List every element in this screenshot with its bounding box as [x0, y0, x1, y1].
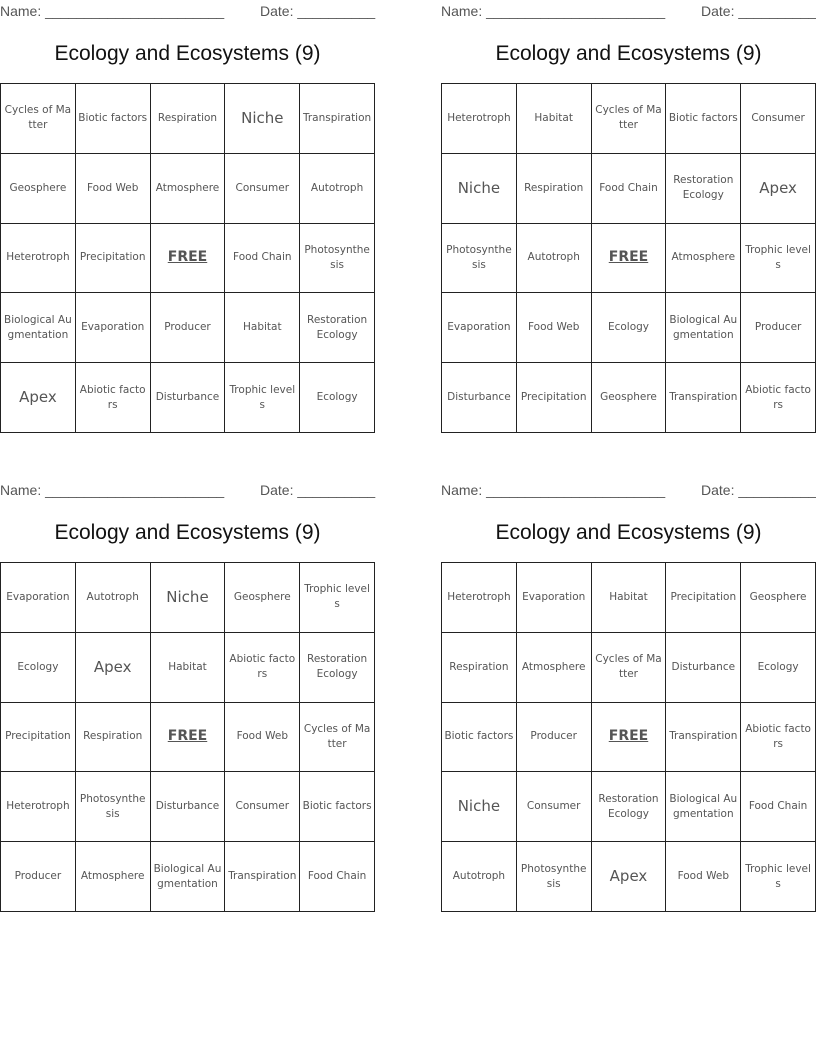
bingo-cell: Cycles of Matter — [1, 84, 76, 154]
card-title: Ecology and Ecosystems (9) — [54, 521, 321, 544]
name-line: Name: _______________________ — [441, 482, 666, 498]
bingo-cell: Biological Augmentation — [151, 842, 226, 912]
bingo-cell: Respiration — [76, 703, 151, 773]
bingo-cell: Food Web — [666, 842, 741, 912]
card-title: Ecology and Ecosystems (9) — [495, 42, 762, 65]
bingo-cell: Precipitation — [666, 563, 741, 633]
bingo-card — [441, 0, 816, 411]
bingo-cell: Evaporation — [1, 563, 76, 633]
bingo-cell: Ecology — [300, 363, 375, 433]
bingo-cell: Food Web — [517, 293, 592, 363]
bingo-card — [0, 479, 376, 890]
bingo-cell: Food Chain — [741, 772, 816, 842]
bingo-cell: Transpiration — [225, 842, 300, 912]
bingo-cell: Photosynthesis — [442, 224, 517, 294]
bingo-card — [441, 479, 816, 890]
bingo-cell: Ecology — [592, 293, 667, 363]
bingo-cell: Geosphere — [1, 154, 76, 224]
bingo-cell: Consumer — [225, 154, 300, 224]
bingo-cell: Consumer — [517, 772, 592, 842]
bingo-cell: Respiration — [151, 84, 226, 154]
bingo-cell: Biological Augmentation — [666, 772, 741, 842]
bingo-cell: Heterotroph — [442, 84, 517, 154]
bingo-cell: Atmosphere — [517, 633, 592, 703]
bingo-cell: Cycles of Matter — [592, 84, 667, 154]
bingo-cell: Consumer — [225, 772, 300, 842]
bingo-cell: Food Chain — [225, 224, 300, 294]
name-line: Name: _______________________ — [0, 482, 225, 498]
bingo-cell: Disturbance — [151, 772, 226, 842]
bingo-cell: Ecology — [741, 633, 816, 703]
bingo-cell: Geosphere — [592, 363, 667, 433]
bingo-cell: Consumer — [741, 84, 816, 154]
bingo-grid — [441, 562, 816, 912]
bingo-cell: Atmosphere — [76, 842, 151, 912]
bingo-cell: Precipitation — [517, 363, 592, 433]
bingo-cell: Geosphere — [741, 563, 816, 633]
bingo-cell: Transpiration — [300, 84, 375, 154]
bingo-cell: Autotroph — [76, 563, 151, 633]
bingo-cell: Trophic levels — [741, 224, 816, 294]
bingo-cell: Habitat — [517, 84, 592, 154]
bingo-cell: Biological Augmentation — [666, 293, 741, 363]
bingo-cell: Respiration — [442, 633, 517, 703]
card-title: Ecology and Ecosystems (9) — [54, 42, 321, 65]
free-space: FREE — [151, 703, 226, 773]
bingo-cell: Precipitation — [1, 703, 76, 773]
bingo-cell: Niche — [151, 563, 226, 633]
bingo-cell: Restoration Ecology — [592, 772, 667, 842]
bingo-cell: Biotic factors — [76, 84, 151, 154]
bingo-grid — [0, 83, 375, 433]
bingo-cell: Food Web — [225, 703, 300, 773]
date-line: Date: __________ — [701, 3, 816, 19]
bingo-cell: Autotroph — [517, 224, 592, 294]
bingo-cell: Apex — [741, 154, 816, 224]
bingo-cell: Biotic factors — [442, 703, 517, 773]
bingo-cell: Disturbance — [151, 363, 226, 433]
bingo-cell: Restoration Ecology — [300, 633, 375, 703]
bingo-cell: Apex — [1, 363, 76, 433]
bingo-cell: Geosphere — [225, 563, 300, 633]
bingo-card — [0, 0, 376, 411]
date-line: Date: __________ — [260, 482, 376, 498]
bingo-grid — [0, 562, 375, 912]
bingo-cell: Habitat — [225, 293, 300, 363]
bingo-cell: Niche — [225, 84, 300, 154]
free-space: FREE — [592, 703, 667, 773]
bingo-cell: Abiotic factors — [76, 363, 151, 433]
bingo-cell: Abiotic factors — [225, 633, 300, 703]
bingo-cell: Photosynthesis — [517, 842, 592, 912]
bingo-cell: Niche — [442, 772, 517, 842]
bingo-cell: Producer — [151, 293, 226, 363]
bingo-cell: Apex — [592, 842, 667, 912]
bingo-cell: Atmosphere — [151, 154, 226, 224]
date-line: Date: __________ — [701, 482, 816, 498]
free-space: FREE — [151, 224, 226, 294]
name-line: Name: _______________________ — [0, 3, 225, 19]
bingo-cell: Cycles of Matter — [300, 703, 375, 773]
bingo-cell: Ecology — [1, 633, 76, 703]
bingo-cell: Abiotic factors — [741, 703, 816, 773]
bingo-cell: Restoration Ecology — [300, 293, 375, 363]
bingo-cell: Trophic levels — [300, 563, 375, 633]
bingo-cell: Heterotroph — [1, 224, 76, 294]
bingo-cell: Heterotroph — [442, 563, 517, 633]
bingo-cell: Autotroph — [442, 842, 517, 912]
bingo-cell: Trophic levels — [225, 363, 300, 433]
card-header — [0, 0, 375, 22]
card-header — [441, 0, 816, 22]
name-line: Name: _______________________ — [441, 3, 666, 19]
bingo-cell: Heterotroph — [1, 772, 76, 842]
bingo-cell: Evaporation — [442, 293, 517, 363]
bingo-cell: Precipitation — [76, 224, 151, 294]
card-header — [441, 479, 816, 501]
bingo-cell: Food Chain — [592, 154, 667, 224]
bingo-cell: Atmosphere — [666, 224, 741, 294]
bingo-cell: Disturbance — [666, 633, 741, 703]
bingo-cell: Producer — [741, 293, 816, 363]
date-line: Date: __________ — [260, 3, 376, 19]
bingo-cell: Evaporation — [517, 563, 592, 633]
bingo-cell: Photosynthesis — [300, 224, 375, 294]
bingo-cell: Autotroph — [300, 154, 375, 224]
bingo-cell: Habitat — [151, 633, 226, 703]
bingo-cell: Transpiration — [666, 363, 741, 433]
bingo-cell: Producer — [1, 842, 76, 912]
free-space: FREE — [592, 224, 667, 294]
bingo-cell: Niche — [442, 154, 517, 224]
bingo-grid — [441, 83, 816, 433]
bingo-cell: Disturbance — [442, 363, 517, 433]
bingo-cell: Transpiration — [666, 703, 741, 773]
bingo-cell: Photosynthesis — [76, 772, 151, 842]
card-title: Ecology and Ecosystems (9) — [495, 521, 762, 544]
bingo-cell: Respiration — [517, 154, 592, 224]
bingo-cell: Biological Augmentation — [1, 293, 76, 363]
bingo-cell: Biotic factors — [300, 772, 375, 842]
bingo-cell: Trophic levels — [741, 842, 816, 912]
bingo-cell: Abiotic factors — [741, 363, 816, 433]
bingo-cell: Biotic factors — [666, 84, 741, 154]
bingo-cell: Food Chain — [300, 842, 375, 912]
bingo-cell: Cycles of Matter — [592, 633, 667, 703]
bingo-cell: Evaporation — [76, 293, 151, 363]
bingo-cell: Apex — [76, 633, 151, 703]
bingo-cell: Food Web — [76, 154, 151, 224]
card-header — [0, 479, 375, 501]
bingo-cell: Restoration Ecology — [666, 154, 741, 224]
bingo-cell: Producer — [517, 703, 592, 773]
bingo-cell: Habitat — [592, 563, 667, 633]
